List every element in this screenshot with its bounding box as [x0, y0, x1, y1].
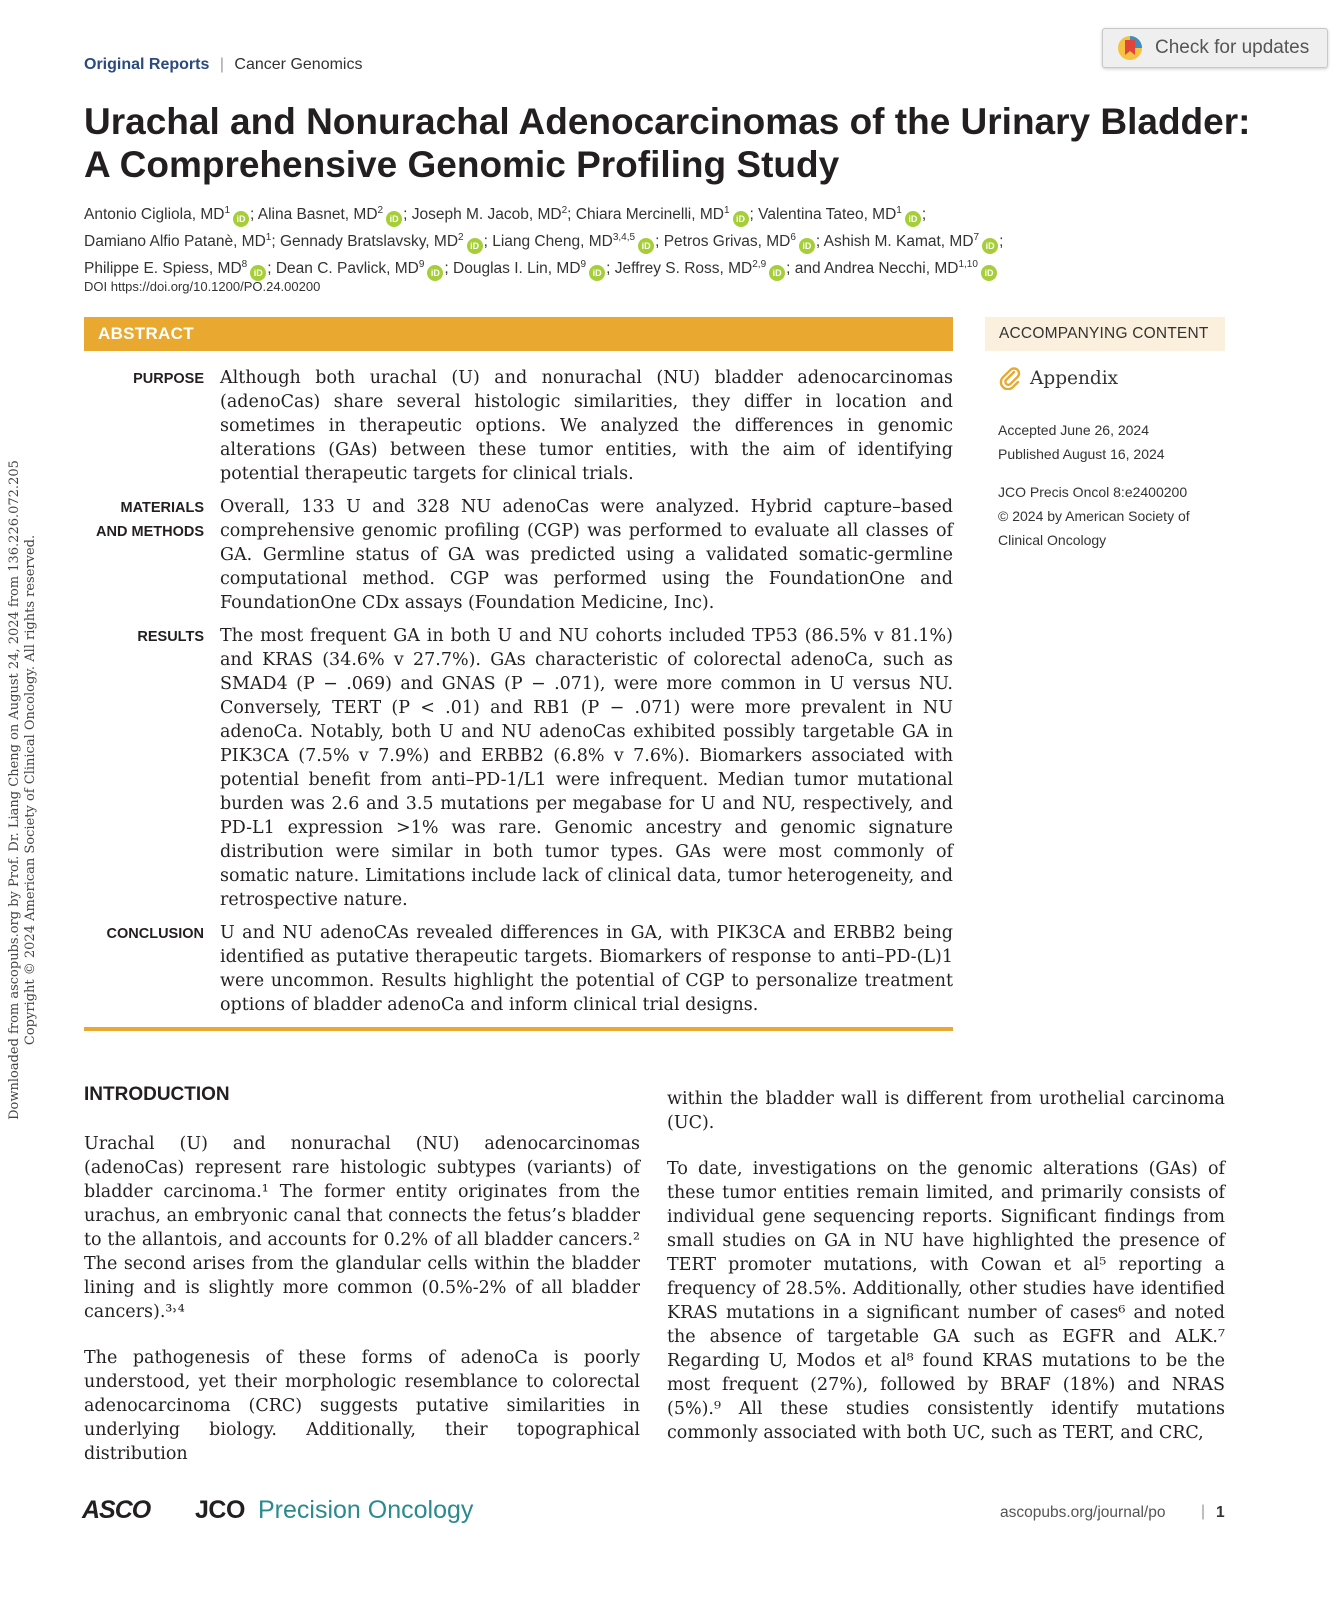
section-link[interactable]: Original Reports: [84, 56, 210, 73]
author-separator: ;: [444, 260, 454, 278]
affiliation-marker: 2: [458, 232, 464, 244]
author-name[interactable]: Joseph M. Jacob, MD: [411, 206, 562, 224]
author-separator: ; and: [786, 260, 825, 278]
appendix-link[interactable]: [998, 366, 1118, 390]
copyright-notice: © 2024 by American Society of Clinical Oncology: [998, 508, 1190, 548]
orcid-icon[interactable]: iD: [638, 238, 654, 254]
conclusion-label: CONCLUSION: [106, 926, 204, 942]
journal-citation: JCO Precis Oncol 8:e2400200: [998, 484, 1188, 500]
asco-logo: ASCO: [82, 1496, 151, 1524]
author-name[interactable]: Antonio Cigliola, MD: [84, 206, 225, 224]
abstract-body: [84, 366, 953, 1026]
orcid-icon[interactable]: iD: [250, 265, 266, 281]
purpose-text: Although both urachal (U) and nonurachal (NU) bladder adenocarcinomas (adenoCas) share several histologic similarities, they differ in location and sometimes in therapeutic options. We analyzed the differences in genomic alterations (GAs) between these tumor entities, with the aim of identifying potential therapeutic targets for clinical trials.: [220, 368, 953, 484]
affiliation-marker: 1,10: [958, 259, 978, 271]
results-label: RESULTS: [137, 629, 204, 645]
topic-link[interactable]: Cancer Genomics: [234, 56, 363, 73]
results-text: The most frequent GA in both U and NU cohorts included TP53 (86.5% v 81.1%) and KRAS (34.6% v 27.7%). GAs characteristic of colorectal adenoCa, such as SMAD4 (P − .069) and GNAS (P − .071), were more common in U versus NU. Conversely, TERT (P < .01) and RB1 (P − .071) were more prevalent in NU adenoCa. Notably, both U and NU adenoCas exhibited possibly targetable GA in PIK3CA (7.5% v 7.9%) and ERBB2 (6.8% v 7.6%). Biomarkers associated with potential benefit from anti–PD-1/L1 were infrequent. Median tumor mutational burden was 2.6 and 3.5 mutations per megabase for U and NU, respectively, and PD-L1 expression >1% was rare. Genomic ancestry and genomic signature distribution were similar in both tumor types. GAs were most commonly of somatic nature. Limitations include lack of clinical data, tumor heterogeneity, and retrospective nature.: [220, 626, 953, 910]
author-separator: ;: [749, 206, 759, 224]
orcid-icon[interactable]: iD: [467, 238, 483, 254]
author-name[interactable]: Damiano Alfio Patanè, MD: [84, 233, 266, 251]
affiliation-marker: 8: [241, 259, 248, 271]
author-list: [84, 200, 1264, 281]
abstract-purpose: [84, 366, 953, 486]
author-name[interactable]: Douglas I. Lin, MD: [453, 260, 581, 278]
affiliation-marker: 6: [790, 232, 796, 244]
intro-paragraph: The pathogenesis of these forms of adenoCa is poorly understood, yet their morphologic resemblance to colorectal adenocarcinoma (CRC) suggests putative similarities in underlying biology. Additionally, their topographical distribution: [84, 1348, 640, 1464]
author-separator: ;: [271, 233, 280, 251]
author-separator: ;: [483, 233, 493, 251]
intro-left-column: [84, 1132, 640, 1466]
methods-label-line1: MATERIALS: [120, 500, 204, 516]
journal-name: Precision Oncology: [258, 1496, 474, 1524]
abstract-methods: [84, 495, 953, 615]
affiliation-marker: 9: [418, 259, 425, 271]
introduction-heading: INTRODUCTION: [84, 1084, 230, 1105]
author-name[interactable]: Andrea Necchi, MD: [824, 260, 959, 278]
conclusion-text: U and NU adenoCAs revealed differences in GA, with PIK3CA and ERBB2 being identified as putative therapeutic targets. Biomarkers of response to anti–PD-(L)1 were uncommon. Results highlight the potential of CGP to personalize treatment options of bladder adenoCa and inform clinical trial designs.: [220, 923, 953, 1015]
download-watermark-text: [7, 460, 39, 1120]
methods-label: [84, 495, 220, 615]
affiliation-marker: 1: [265, 232, 272, 244]
citation-info: [998, 480, 1223, 552]
download-watermark: [0, 460, 46, 1120]
abstract-conclusion: [84, 921, 953, 1017]
author-separator: ;: [921, 206, 927, 224]
doi-link[interactable]: DOI https://doi.org/10.1200/PO.24.00200: [84, 279, 321, 294]
author-separator: ;: [655, 233, 664, 251]
author-name[interactable]: Philippe E. Spiess, MD: [84, 260, 242, 278]
paperclip-icon: [998, 366, 1022, 390]
accepted-date: Accepted June 26, 2024: [998, 422, 1150, 438]
accompanying-content-bar: [985, 317, 1225, 351]
article-title: Urachal and Nonurachal Adenocarcinomas of the Urinary Bladder: A Comprehensive Genomic Profiling Study: [84, 101, 1251, 185]
crossmark-icon: [1117, 35, 1143, 61]
author-name[interactable]: Liang Cheng, MD: [492, 233, 613, 251]
intro-paragraph: within the bladder wall is different from urothelial carcinoma (UC).: [667, 1089, 1225, 1133]
affiliation-marker: 2: [377, 205, 384, 216]
intro-paragraph: Urachal (U) and nonurachal (NU) adenocarcinomas (adenoCas) represent rare histologic subtypes (variants) of bladder carcinoma.¹ The former entity originates from the urachus, an embryonic canal that connects the fetus’s bladder to the allantois, and accounts for 0.2% of all bladder cancers.² The second arises from the glandular cells within the bladder lining and is slightly more common (0.5%-2% of all bladder cancers).³˒⁴: [84, 1134, 640, 1322]
affiliation-marker: 3,4,5: [612, 232, 636, 244]
author-separator: ;: [250, 206, 258, 224]
page-number: 1: [1216, 1504, 1225, 1521]
orcid-icon[interactable]: iD: [386, 211, 402, 227]
footer-separator: |: [1201, 1503, 1206, 1520]
affiliation-marker: 1: [896, 205, 902, 216]
affiliation-marker: 2,9: [752, 259, 767, 271]
author-separator: ;: [606, 260, 615, 278]
author-name[interactable]: Dean C. Pavlick, MD: [275, 260, 419, 278]
affiliation-marker: 7: [973, 232, 980, 244]
orcid-icon[interactable]: iD: [769, 265, 785, 281]
orcid-icon[interactable]: iD: [733, 211, 749, 227]
author-name[interactable]: Valentina Tateo, MD: [758, 206, 897, 224]
author-name[interactable]: Ashish M. Kamat, MD: [823, 233, 974, 251]
abstract-heading: ABSTRACT: [98, 324, 194, 343]
methods-label-line2: AND METHODS: [96, 524, 204, 540]
check-for-updates-button[interactable]: [1102, 28, 1328, 68]
author-name[interactable]: Chiara Mercinelli, MD: [575, 206, 724, 224]
journal-url[interactable]: ascopubs.org/journal/po: [1000, 1504, 1166, 1521]
author-name[interactable]: Alina Basnet, MD: [257, 206, 378, 224]
abstract-bottom-rule: [84, 1027, 953, 1031]
published-date: Published August 16, 2024: [998, 446, 1165, 462]
abstract-header-bar: [84, 317, 953, 351]
author-separator: ;: [267, 260, 276, 278]
author-separator: ;: [403, 206, 412, 224]
author-separator: ;: [567, 206, 576, 224]
author-name[interactable]: Jeffrey S. Ross, MD: [614, 260, 753, 278]
affiliation-marker: 1: [224, 205, 230, 216]
orcid-icon[interactable]: iD: [233, 211, 249, 227]
affiliation-marker: 1: [723, 205, 730, 216]
check-for-updates-label: Check for updates: [1155, 37, 1310, 58]
publication-dates: [998, 418, 1165, 466]
author-separator: ;: [999, 233, 1004, 251]
author-name[interactable]: Petros Grivas, MD: [663, 233, 791, 251]
orcid-icon[interactable]: iD: [981, 265, 997, 281]
jco-logo: JCO: [195, 1496, 245, 1524]
copyright-line: Copyright © 2024 American Society of Clinical Oncology. All rights reserved.: [23, 534, 38, 1046]
purpose-label: PURPOSE: [133, 371, 204, 387]
accompanying-content-heading: ACCOMPANYING CONTENT: [999, 325, 1209, 342]
affiliation-marker: 9: [580, 259, 587, 271]
intro-paragraph: To date, investigations on the genomic alterations (GAs) of these tumor entities remain limited, and primarily consists of individual gene sequencing reports. Significant findings from small studies on GA in NU have highlighted the presence of TERT promoter mutations, with Cowan et al⁵ reporting a frequency of 28.5%. Additionally, other studies have identified KRAS mutations in a significant number of cases⁶ and noted the absence of targetable GA such as EGFR and ALK.⁷ Regarding U, Modos et al⁸ found KRAS mutations to be the most frequent (27%), followed by BRAF (18%) and NRAS (5%).⁹ All these studies consistently identify mutations commonly associated with both UC, such as TERT, and CRC,: [667, 1159, 1225, 1443]
intro-right-column: [667, 1087, 1225, 1445]
author-name[interactable]: Gennady Bratslavsky, MD: [279, 233, 459, 251]
orcid-icon[interactable]: iD: [589, 265, 605, 281]
abstract-results: [84, 624, 953, 912]
orcid-icon[interactable]: iD: [427, 265, 443, 281]
orcid-icon[interactable]: iD: [905, 211, 921, 227]
breadcrumb: [84, 56, 362, 74]
methods-text: Overall, 133 U and 328 NU adenoCas were analyzed. Hybrid capture–based comprehensive genomic profiling (CGP) was performed to evaluate all classes of GA. Germline status of GA was predicted using a validated somatic-germline computational method. CGP was performed using the FoundationOne and FoundationOne CDx assays (Foundation Medicine, Inc).: [220, 497, 953, 613]
affiliation-marker: 2: [561, 205, 568, 216]
breadcrumb-separator: |: [219, 56, 224, 73]
author-separator: ;: [815, 233, 824, 251]
orcid-icon[interactable]: iD: [982, 238, 998, 254]
orcid-icon[interactable]: iD: [799, 238, 815, 254]
download-line: Downloaded from ascopubs.org by Prof. Dr. Liang Cheng on August 24, 2024 from 136.226.072.205: [7, 460, 22, 1120]
appendix-label: Appendix: [1030, 367, 1119, 389]
